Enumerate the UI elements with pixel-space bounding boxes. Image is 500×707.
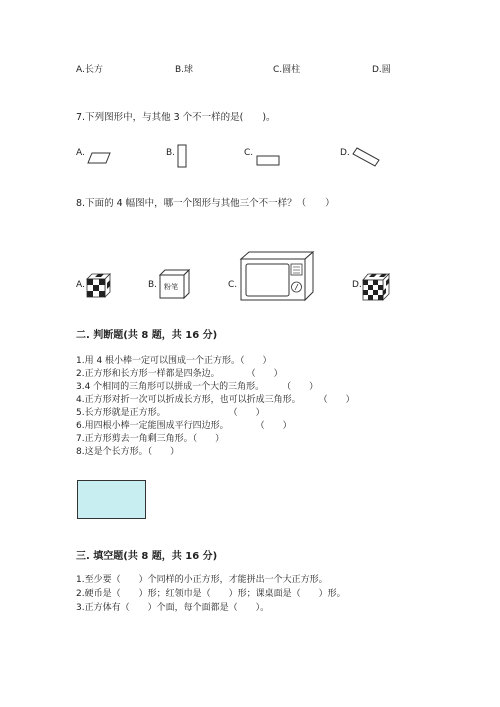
judge-item-8: 8.这是个长方形。（ ）	[76, 447, 180, 457]
section-2-title: 二. 判断题(共 8 题，共 16 分)	[76, 330, 218, 341]
judge-item-3: 3.4 个相同的三角形可以拼成一个大的三角形。 （ ）	[76, 382, 319, 392]
judge-item-1: 1.用 4 根小棒一定可以围成一个正方形。（ ）	[76, 356, 272, 366]
judge-item-6: 6.用四根小棒一定能围成平行四边形。 （ ）	[76, 421, 292, 431]
q8-label-a: A.	[76, 280, 85, 290]
q7-label-d: D.	[340, 148, 350, 158]
wide-rectangle-shape	[256, 155, 280, 166]
q7-label-a: A.	[76, 148, 85, 158]
q7-label-c: C.	[244, 148, 254, 158]
checkered-cube-d	[362, 273, 390, 301]
judge-item-7: 7.正方形剪去一角剩三角形。（ ）	[76, 434, 225, 444]
fill-item-2: 2.硬币是（ ）形；红领巾是（ ）形；课桌面是（ ）形。	[76, 589, 346, 599]
tilted-rectangle-shape	[349, 146, 381, 168]
q8-label-c: C.	[228, 280, 238, 290]
q7-text: 7.下列图形中，与其他 3 个不一样的是( )。	[76, 112, 276, 123]
q8-label-d: D.	[352, 280, 362, 290]
section-3-title: 三. 填空题(共 8 题，共 16 分)	[76, 551, 218, 562]
q8-text: 8.下面的 4 幅图中，哪一个图形与其他三个不一样？（ ）	[76, 198, 335, 209]
q8-label-b: B.	[148, 280, 158, 290]
light-blue-rectangle	[77, 480, 146, 519]
fill-item-1: 1.至少要（ ）个同样的小正方形，才能拼出一个大正方形。	[76, 575, 328, 585]
q6-option-a: A.长方	[76, 65, 103, 75]
tall-rectangle-shape	[176, 144, 188, 168]
q6-option-c: C.圆柱	[273, 65, 301, 75]
chalk-box-label: 粉笔	[164, 283, 178, 291]
judge-item-4: 4.正方形对折一次可以折成长方形，也可以折成三角形。 （ ）	[76, 395, 355, 405]
q6-option-b: B.球	[175, 65, 194, 75]
judge-item-5: 5.长方形就是正方形。 （ ）	[76, 408, 265, 418]
microwave-oven	[239, 250, 315, 302]
judge-item-2: 2.正方形和长方形一样都是四条边。 （ ）	[76, 369, 283, 379]
checkered-cube-a	[86, 273, 112, 299]
q6-option-d: D.圆	[372, 65, 391, 75]
fill-item-3: 3.正方体有（ ）个面，每个面都是（ ）。	[76, 603, 270, 613]
q7-label-b: B.	[166, 148, 176, 158]
parallelogram-shape	[86, 151, 112, 165]
